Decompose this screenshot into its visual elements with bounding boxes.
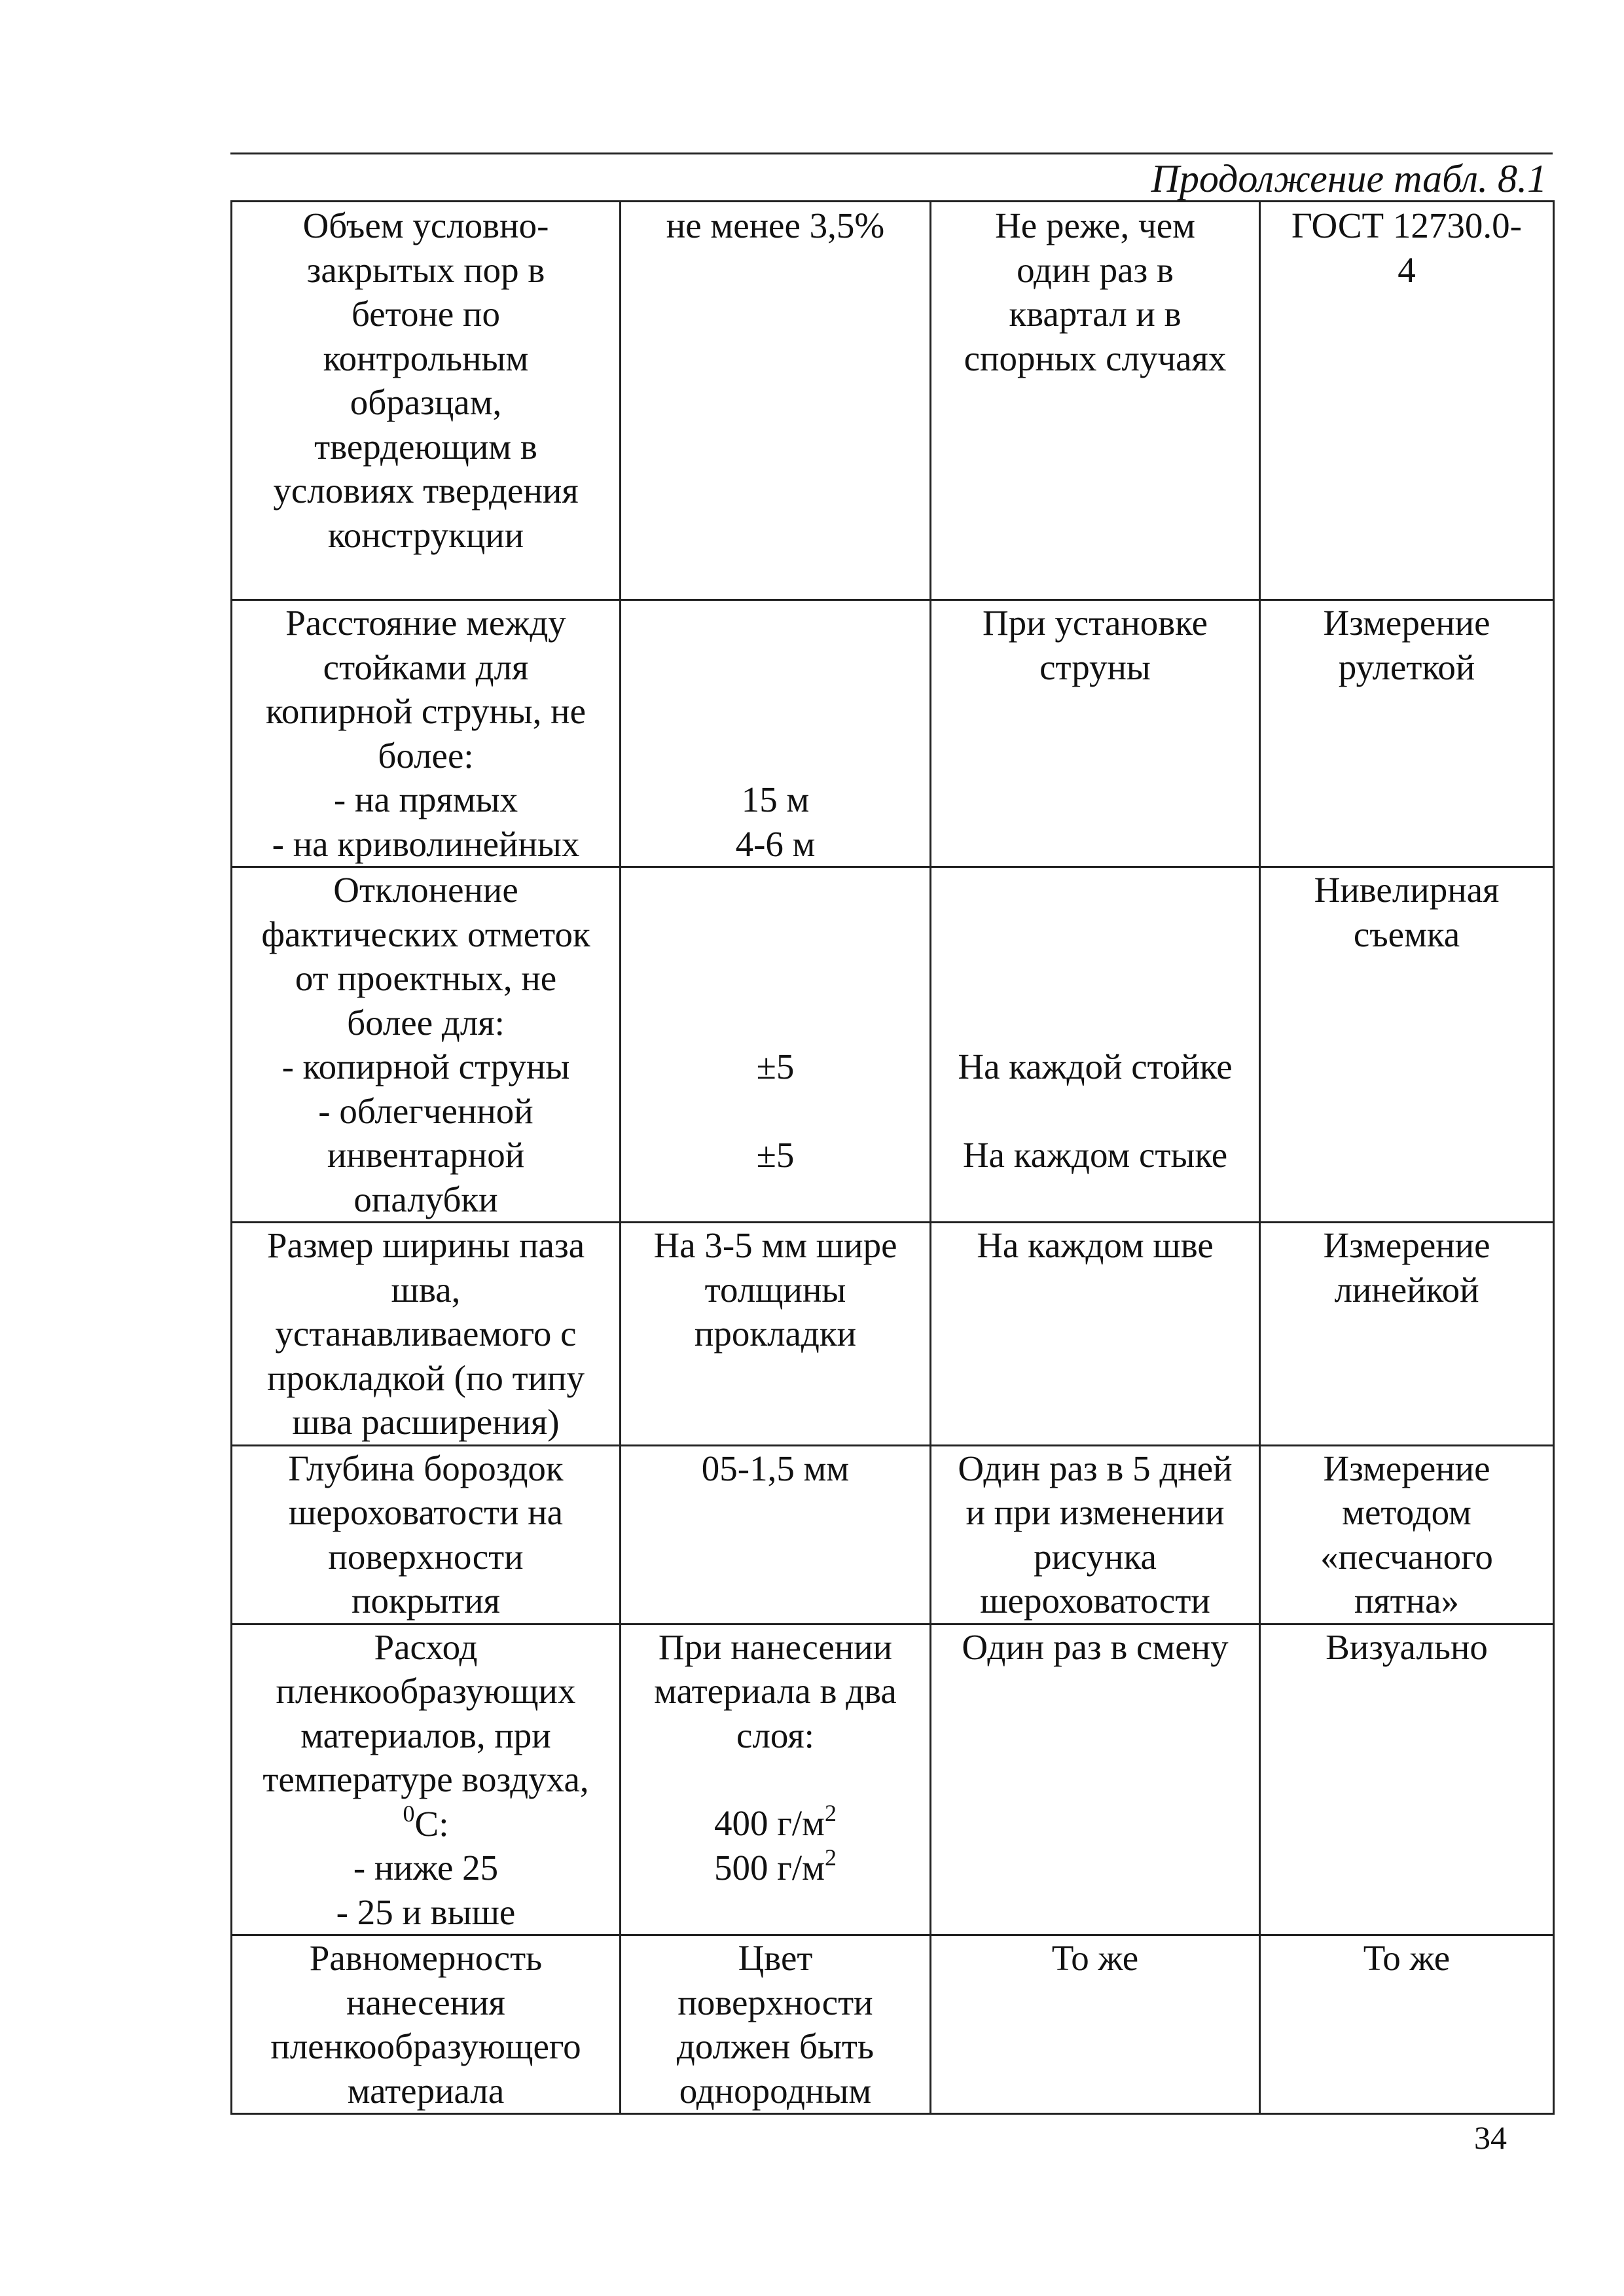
page-number: 34 (1474, 2119, 1507, 2156)
table-row (232, 202, 1554, 600)
method-cell (1260, 1624, 1554, 1935)
frequency-cell (931, 202, 1260, 600)
value-text: 05-1,5 мм (701, 1448, 850, 1488)
frequency-text: На каждом шве (977, 1225, 1214, 1265)
param-text: Размер ширины паза шва, устанавливаемого с прокладкой (по типу шва расширения) (266, 1225, 585, 1442)
table-row (232, 1223, 1554, 1446)
param-text-top: Расход пленкообразующих материалов, при температуре воздуха, (262, 1626, 589, 1799)
method-text: Измерение линейкой (1323, 1225, 1490, 1310)
param-cell (232, 1223, 621, 1446)
frequency-text: При установке струны (982, 603, 1208, 687)
value-1-superscript: 2 (824, 1800, 837, 1826)
param-text: Равномерность нанесения пленкообразующего материала (270, 1938, 581, 2111)
method-text: Измерение рулеткой (1323, 603, 1490, 687)
method-text: ГОСТ 12730.0- 4 (1291, 206, 1522, 290)
value-1-label: 400 г/м (714, 1803, 825, 1843)
value-text: Цвет поверхности должен быть однородным (676, 1938, 875, 2111)
method-cell (1260, 202, 1554, 600)
value-cell (621, 1223, 931, 1446)
method-text: Измерение методом «песчаного пятна» (1320, 1448, 1493, 1621)
method-text: Визуально (1326, 1626, 1488, 1667)
frequency-text: Один раз в 5 дней и при изменении рисунка шероховатости (958, 1448, 1233, 1621)
frequency-cell (931, 1445, 1260, 1624)
value-text: 15 м 4-6 м (735, 780, 816, 864)
frequency-cell (931, 867, 1260, 1223)
method-text: То же (1363, 1938, 1451, 1978)
param-text: Объем условно- закрытых пор в бетоне по контрольным образцам, твердеющим в условиях твердения конструкции (273, 206, 579, 555)
param-cell (232, 1624, 621, 1935)
value-text-1 (625, 1801, 926, 1846)
value-text: не менее 3,5% (666, 206, 885, 245)
param-cell (232, 1445, 621, 1624)
param-cell (232, 600, 621, 867)
table-continuation-caption: Продолжение табл. 8.1 (1151, 157, 1547, 200)
method-text: Нивелирная съемка (1314, 870, 1500, 954)
param-cell (232, 867, 621, 1223)
value-cell (621, 867, 931, 1223)
param-unit-text: С: (414, 1803, 449, 1844)
param-text: Расстояние между стойками для копирной струны, не более: - на прямых - на криволинейных (265, 603, 586, 864)
table-row (232, 867, 1554, 1223)
value-text-intro: При нанесении материала в два слоя: (654, 1626, 897, 1755)
param-text: Отклонение фактических отметок от проектных, не более для: - копирной струны - облегченной инвентарной опалубки (261, 870, 590, 1219)
degree-superscript: 0 (403, 1800, 415, 1827)
value-text-1: ±5 (756, 1047, 795, 1086)
method-cell (1260, 600, 1554, 867)
method-cell (1260, 1223, 1554, 1446)
frequency-text-1: На каждой стойке (958, 1047, 1233, 1086)
frequency-cell (931, 1624, 1260, 1935)
param-text: Глубина бороздок шероховатости на поверхности покрытия (288, 1448, 564, 1621)
param-cell (232, 202, 621, 600)
value-text-2: ±5 (756, 1134, 795, 1175)
frequency-cell (931, 600, 1260, 867)
value-text-2 (625, 1846, 926, 1890)
value-cell (621, 202, 931, 600)
value-cell (621, 1624, 931, 1935)
frequency-text: Один раз в смену (962, 1626, 1229, 1667)
frequency-text: То же (1051, 1938, 1139, 1978)
frequency-text-2: На каждом стыке (962, 1134, 1228, 1175)
frequency-cell (931, 1935, 1260, 2114)
table-row (232, 1445, 1554, 1624)
method-cell (1260, 1445, 1554, 1624)
frequency-text: Не реже, чем один раз в квартал и в спорных случаях (964, 206, 1227, 378)
table-row (232, 1935, 1554, 2114)
header-rule (230, 152, 1553, 154)
value-cell (621, 1935, 931, 2114)
table-row (232, 600, 1554, 867)
method-cell (1260, 867, 1554, 1223)
value-2-superscript: 2 (824, 1844, 837, 1871)
param-text-unit (236, 1802, 615, 1846)
frequency-cell (931, 1223, 1260, 1446)
value-2-label: 500 г/м (714, 1847, 825, 1888)
table-row (232, 1624, 1554, 1935)
inspection-table (230, 200, 1555, 2115)
value-text: На 3-5 мм шире толщины прокладки (653, 1225, 897, 1354)
param-text-bottom: - ниже 25 - 25 и выше (336, 1848, 516, 1932)
value-cell (621, 1445, 931, 1624)
param-cell (232, 1935, 621, 2114)
method-cell (1260, 1935, 1554, 2114)
value-cell (621, 600, 931, 867)
